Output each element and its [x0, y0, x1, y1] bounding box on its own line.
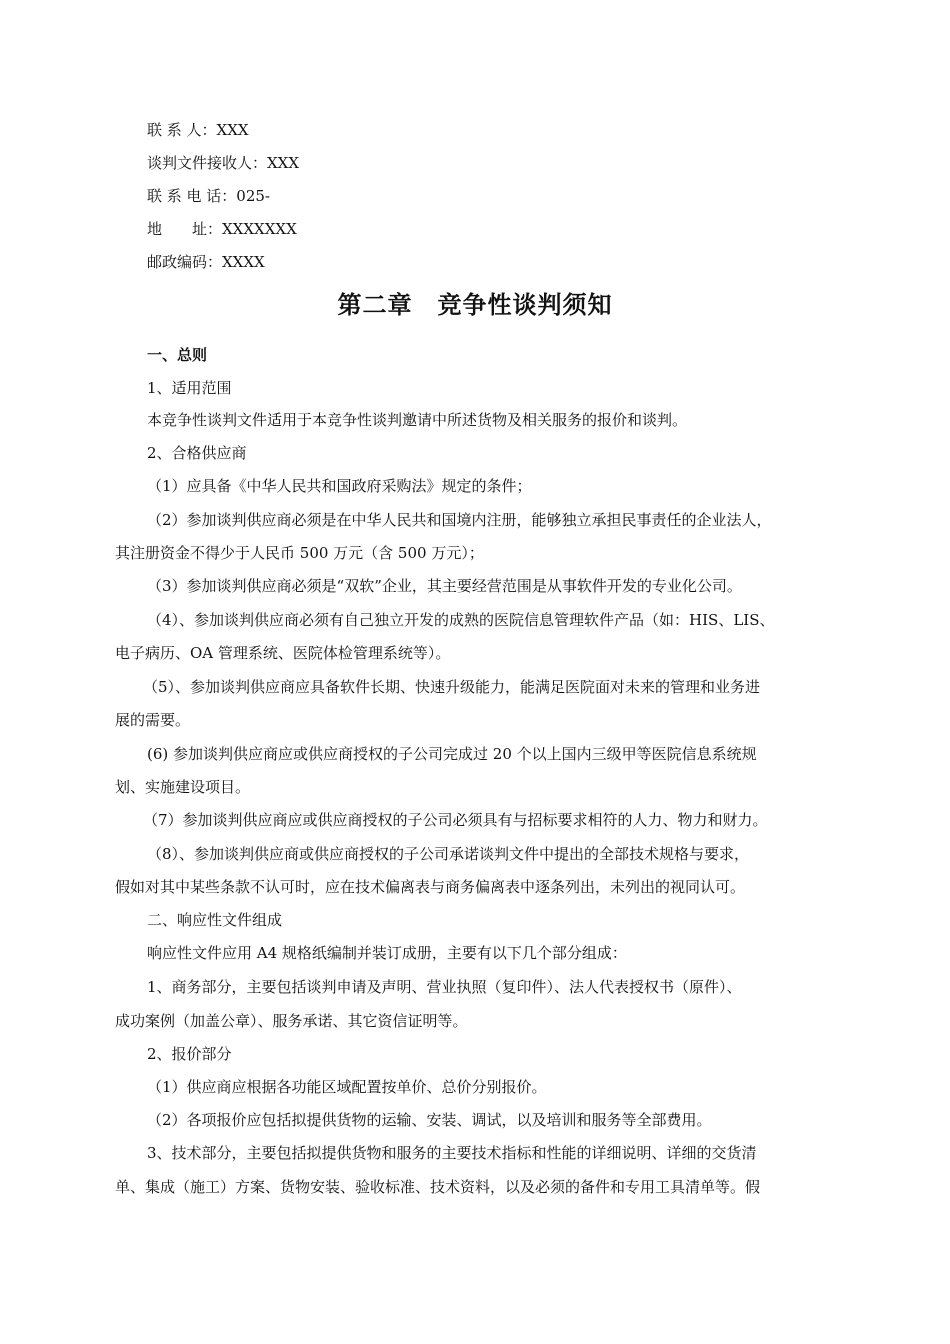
- requirement-6-line2: 划、实施建设项目。: [115, 778, 251, 796]
- section-heading-response-docs: 二、响应性文件组成: [147, 911, 283, 929]
- requirement-8-line2: 假如对其中某些条款不认可时，应在技术偏离表与商务偏离表中逐条列出，未列出的视同认可。: [115, 878, 746, 896]
- chapter-title: 第二章 竞争性谈判须知: [337, 291, 613, 319]
- requirement-4-line2: 电子病历、OA 管理系统、医院体检管理系统等）。: [115, 644, 451, 662]
- requirement-4-line1: （4）、参加谈判供应商必须有自己独立开发的成熟的医院信息管理软件产品（如：HIS、LIS、: [147, 611, 775, 629]
- requirement-3: （3）参加谈判供应商必须是“双软”企业，其主要经营范围是从事软件开发的专业化公司。: [147, 577, 742, 595]
- quote-part-title: 2、报价部分: [147, 1045, 232, 1063]
- requirement-2-line2: 其注册资金不得少于人民币 500 万元（含 500 万元）；: [115, 544, 484, 562]
- document-receiver: 谈判文件接收人：XXX: [147, 154, 300, 172]
- technical-part-line2: 单、集成（施工）方案、货物安装、验收标准、技术资料，以及必须的备件和专用工具清单等。假: [115, 1178, 761, 1196]
- requirement-2-line1: （2）参加谈判供应商必须是在中华人民共和国境内注册，能够独立承担民事责任的企业法人，: [147, 511, 772, 529]
- business-part-line2: 成功案例（加盖公章）、服务承诺、其它资信证明等。: [115, 1012, 468, 1030]
- business-part-line1: 1、商务部分，主要包括谈判申请及声明、营业执照（复印件）、法人代表授权书（原件）、: [147, 978, 742, 996]
- quote-part-2: （2）各项报价应包括拟提供货物的运输、安装、调试，以及培训和服务等全部费用。: [147, 1111, 712, 1129]
- item-scope-text: 本竞争性谈判文件适用于本竞争性谈判邀请中所述货物及相关服务的报价和谈判。: [147, 411, 688, 429]
- contact-address: 地 址：XXXXXXX: [147, 220, 297, 238]
- requirement-5-line1: （5）、参加谈判供应商应具备软件长期、快速升级能力，能满足医院面对未来的管理和业务进: [143, 678, 761, 696]
- postcode: 邮政编码：XXXX: [147, 253, 265, 271]
- contact-person: 联 系 人：XXX: [147, 121, 249, 139]
- quote-part-1: （1）供应商应根据各功能区域配置按单价、总价分别报价。: [147, 1078, 547, 1096]
- item-qualified-supplier-title: 2、合格供应商: [147, 444, 247, 462]
- response-docs-intro: 响应性文件应用 A4 规格纸编制并装订成册，主要有以下几个部分组成：: [147, 944, 627, 962]
- contact-phone: 联 系 电 话：025-: [147, 187, 271, 205]
- requirement-1: （1）应具备《中华人民共和国政府采购法》规定的条件；: [147, 477, 532, 495]
- section-heading-general: 一、总则: [147, 346, 208, 364]
- requirement-7: （7）参加谈判供应商应或供应商授权的子公司必须具有与招标要求相符的人力、物力和财力。: [143, 811, 768, 829]
- requirement-8-line1: （8）、参加谈判供应商或供应商授权的子公司承诺谈判文件中提出的全部技术规格与要求，: [147, 845, 750, 863]
- requirement-5-line2: 展的需要。: [115, 711, 191, 729]
- requirement-6-line1: (6) 参加谈判供应商应或供应商授权的子公司完成过 20 个以上国内三级甲等医院信息系统规: [147, 745, 757, 763]
- item-scope-title: 1、适用范围: [147, 379, 232, 397]
- technical-part-line1: 3、技术部分，主要包括拟提供货物和服务的主要技术指标和性能的详细说明、详细的交货清: [147, 1144, 757, 1162]
